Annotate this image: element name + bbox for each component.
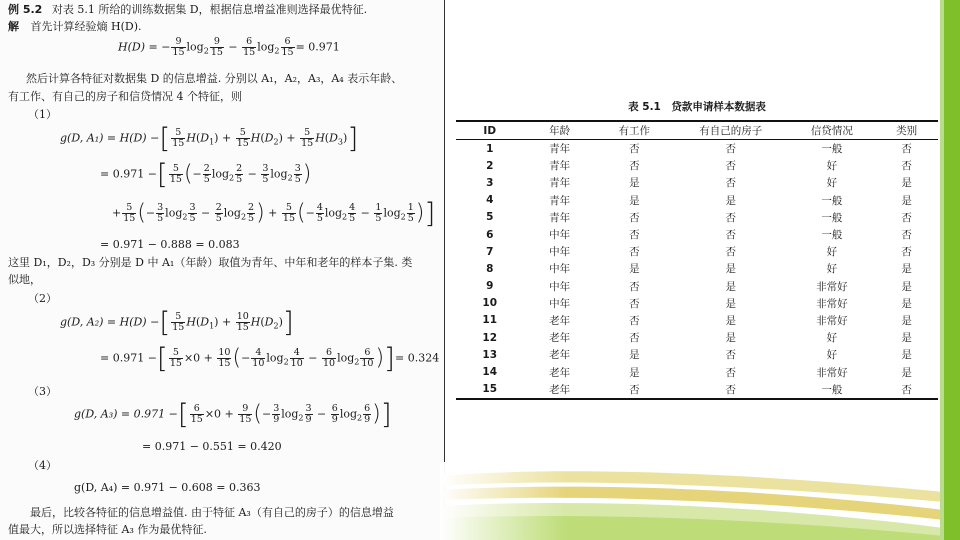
- table-cell: 中年: [549, 263, 571, 276]
- table-cell: 否: [725, 246, 736, 259]
- col-class: 类别: [896, 125, 918, 137]
- table-cell: 是: [901, 177, 912, 190]
- right-accent-bar: [944, 0, 960, 540]
- table-cell: 是: [901, 332, 912, 345]
- table-cell: 11: [482, 314, 498, 327]
- table-cell: 是: [725, 297, 736, 310]
- table-cell: 否: [725, 211, 736, 224]
- table-cell: 否: [629, 314, 640, 327]
- table-cell: 否: [629, 229, 640, 242]
- col-credit: 信贷情况: [810, 125, 853, 137]
- table-cell: 一般: [821, 211, 843, 224]
- table-row: [456, 209, 938, 226]
- paragraph-2-cont: 似地，: [8, 273, 41, 286]
- table-cell: 否: [629, 160, 640, 173]
- table-cell: 是: [901, 349, 912, 362]
- table-cell: 否: [901, 229, 912, 242]
- table-cell: 非常好: [816, 366, 848, 379]
- table-cell: 是: [629, 177, 640, 190]
- table-cell: 老年: [549, 349, 571, 362]
- table-row: [456, 192, 938, 209]
- table-cell: 好: [826, 177, 838, 190]
- step1-text: 首先计算经验熵 H(D).: [30, 20, 142, 33]
- paragraph-1-cont: 有工作、有自己的房子和信贷情况 4 个特征，则: [8, 90, 242, 103]
- table-cell: 一般: [821, 229, 843, 242]
- table-row: [456, 157, 938, 174]
- table-row: [456, 295, 938, 312]
- col-id: ID: [483, 124, 497, 137]
- g3-result: = 0.971 − 0.551 = 0.420: [142, 440, 282, 453]
- table-cell: 老年: [549, 332, 571, 345]
- table-cell: 老年: [549, 314, 571, 327]
- item-4-label: （4）: [28, 459, 57, 472]
- table-cell: 是: [901, 314, 912, 327]
- table-cell: 否: [629, 383, 640, 396]
- table-cell: 非常好: [816, 297, 848, 310]
- final-paragraph: 最后，比较各特征的信息增益值. 由于特征 A₃（有自己的房子）的信息增益: [30, 506, 394, 519]
- table-cell: 是: [901, 194, 912, 207]
- table-cell: 否: [901, 246, 912, 259]
- table-row: [456, 346, 938, 363]
- data-table: [456, 120, 938, 400]
- table-cell: 否: [901, 143, 912, 156]
- table-cell: 1: [486, 142, 494, 155]
- col-age: 年龄: [549, 125, 571, 137]
- table-cell: 青年: [549, 194, 571, 207]
- table-cell: 是: [901, 366, 912, 379]
- example-heading: [8, 3, 367, 17]
- example-text: 对表 5.1 所给的训练数据集 D，根据信息增益准则选择最优特征.: [51, 3, 368, 16]
- table-cell: 是: [629, 366, 640, 379]
- item-3-label: （3）: [28, 385, 57, 398]
- solve-label: 解: [8, 20, 19, 33]
- table-cell: 4: [486, 194, 494, 207]
- table-cell: 一般: [821, 194, 843, 207]
- table-cell: 14: [482, 366, 498, 379]
- table-cell: 好: [826, 160, 838, 173]
- table-cell: 是: [629, 194, 640, 207]
- table-row: [456, 381, 938, 399]
- table-cell: 否: [725, 143, 736, 156]
- table-cell: 是: [725, 263, 736, 276]
- item-2-label: （2）: [28, 292, 57, 305]
- table-row: [456, 329, 938, 346]
- table-row: [456, 278, 938, 295]
- table-cell: 7: [486, 245, 494, 258]
- table-cell: 好: [826, 332, 838, 345]
- table-cell: 否: [629, 246, 640, 259]
- table-cell: 青年: [549, 143, 571, 156]
- page-border: [444, 0, 445, 540]
- table-cell: 5: [486, 211, 494, 224]
- textbook-page: [0, 0, 444, 540]
- table-cell: 是: [901, 297, 912, 310]
- decorative-stripes: [440, 462, 944, 540]
- paragraph-2: 这里 D₁，D₂，D₃ 分别是 D 中 A₁（年龄）取值为青年、中年和老年的样本子集. 类: [8, 256, 413, 269]
- table-cell: 好: [826, 263, 838, 276]
- table-cell: 一般: [821, 143, 843, 156]
- g1-equation-line1: g(D, A₁) = H(D) −[ $\frac{5}{15}$ $H(D_1)$ + $\frac{5}{15}$ $H(D_2)$ + $\frac{5}{15}$ $H(D_3)$]: [60, 121, 359, 155]
- table-header-row: [456, 121, 938, 140]
- table-body: [456, 140, 938, 399]
- table-cell: 是: [725, 332, 736, 345]
- g2-equation-line1: g(D, A₂) = H(D) −[ $\frac{5}{15}$ $H(D_1)$ + $\frac{10}{15}$ $H(D_2)$]: [60, 305, 294, 339]
- table-row: [456, 260, 938, 277]
- table-cell: 是: [725, 314, 736, 327]
- col-house: 有自己的房子: [699, 125, 763, 137]
- table-cell: 2: [486, 159, 494, 172]
- paragraph-1: 然后计算各特征对数据集 D 的信息增益. 分别以 A₁，A₂，A₃，A₄ 表示年龄、: [26, 72, 403, 85]
- table-cell: 6: [486, 228, 494, 241]
- example-label: 例 5.2: [8, 3, 43, 16]
- g1-equation-line2: = 0.971 −[ $\frac{5}{15}$ (− $\frac{2}{5}$ $\log_2$ $\frac{2}{5}$ − $\frac{3}{5}$ $\log_2$ $\frac{3}{5}$ ): [100, 157, 312, 191]
- g1-result: = 0.971 − 0.888 = 0.083: [100, 238, 240, 251]
- table-row: [456, 312, 938, 329]
- table-cell: 13: [482, 348, 498, 361]
- table-cell: 好: [826, 246, 838, 259]
- g4-equation: g(D, A₄) = 0.971 − 0.608 = 0.363: [74, 481, 261, 494]
- final-paragraph-cont: 值最大，所以选择特征 A₃ 作为最优特征.: [8, 523, 207, 536]
- table-cell: 否: [629, 143, 640, 156]
- table-cell: 否: [629, 280, 640, 293]
- table-cell: 否: [901, 160, 912, 173]
- loan-sample-table: [456, 99, 938, 400]
- table-cell: 否: [725, 349, 736, 362]
- table-cell: 否: [901, 211, 912, 224]
- table-cell: 是: [725, 194, 736, 207]
- table-cell: 否: [629, 332, 640, 345]
- table-cell: 中年: [549, 280, 571, 293]
- table-cell: 9: [486, 280, 494, 293]
- entropy-equation: H(D) = − $\frac{9}{15}$ $\log_2$ $\frac{9}{15}$ − $\frac{6}{15}$ $\log_2$ $\frac{6}{15}$ = 0.971: [118, 36, 340, 58]
- table-cell: 否: [725, 383, 736, 396]
- col-job: 有工作: [618, 125, 651, 137]
- table-cell: 10: [482, 297, 498, 310]
- g2-equation-line2: = 0.971 −[ $\frac{5}{15}$ ×0 + $\frac{10}{15}$ (− $\frac{4}{10}$ $\log_2$ $\frac{4}{10}$ − $\frac{6}{10}$ $\log_2$ $\frac{6}{10}$ )]= 0.324: [100, 341, 440, 375]
- g1-equation-line3: + $\frac{5}{15}$ (− $\frac{3}{5}$ $\log_2$ $\frac{3}{5}$ − $\frac{2}{5}$ $\log_2$ $\frac{2}{5}$ ) + $\frac{5}{15}$ (− $\frac{4}{5}$ $\log_2$ $\frac{4}{5}$ − $\frac{1}{5}$ $\log_2$ $\frac{1}{5}$ )]: [112, 196, 436, 230]
- table-cell: 好: [826, 349, 838, 362]
- table-cell: 否: [725, 177, 736, 190]
- table-cell: 3: [486, 176, 494, 189]
- table-cell: 中年: [549, 246, 571, 259]
- table-cell: 是: [901, 263, 912, 276]
- table-cell: 是: [629, 263, 640, 276]
- table-row: [456, 363, 938, 380]
- table-title: 表 5.1 贷款申请样本数据表: [628, 101, 766, 113]
- table-cell: 中年: [549, 229, 571, 242]
- table-cell: 非常好: [816, 280, 848, 293]
- table-cell: 是: [725, 280, 736, 293]
- table-cell: 青年: [549, 160, 571, 173]
- table-cell: 青年: [549, 211, 571, 224]
- table-row: [456, 140, 938, 158]
- table-cell: 12: [482, 331, 498, 344]
- table-cell: 老年: [549, 366, 571, 379]
- table-cell: 否: [629, 211, 640, 224]
- item-1-label: （1）: [28, 108, 57, 121]
- table-cell: 是: [629, 349, 640, 362]
- table-cell: 15: [482, 383, 498, 396]
- table-cell: 中年: [549, 297, 571, 310]
- table-cell: 非常好: [816, 314, 848, 327]
- solution-intro: [8, 20, 142, 34]
- table-cell: 8: [486, 262, 494, 275]
- table-cell: 一般: [821, 383, 843, 396]
- table-cell: 否: [629, 297, 640, 310]
- table-row: [456, 243, 938, 260]
- table-row: [456, 174, 938, 191]
- table-cell: 老年: [549, 383, 571, 396]
- table-cell: 否: [725, 229, 736, 242]
- table-cell: 否: [901, 383, 912, 396]
- table-cell: 是: [901, 280, 912, 293]
- g3-equation-line1: g(D, A₃) = 0.971 −[ $\frac{6}{15}$ ×0 + $\frac{9}{15}$ (− $\frac{3}{9}$ $\log_2$ $\frac{3}{9}$ − $\frac{6}{9}$ $\log_2$ $\frac{6}{9}$ )]: [74, 397, 392, 431]
- table-row: [456, 226, 938, 243]
- table-cell: 否: [725, 160, 736, 173]
- table-cell: 否: [725, 366, 736, 379]
- table-cell: 青年: [549, 177, 571, 190]
